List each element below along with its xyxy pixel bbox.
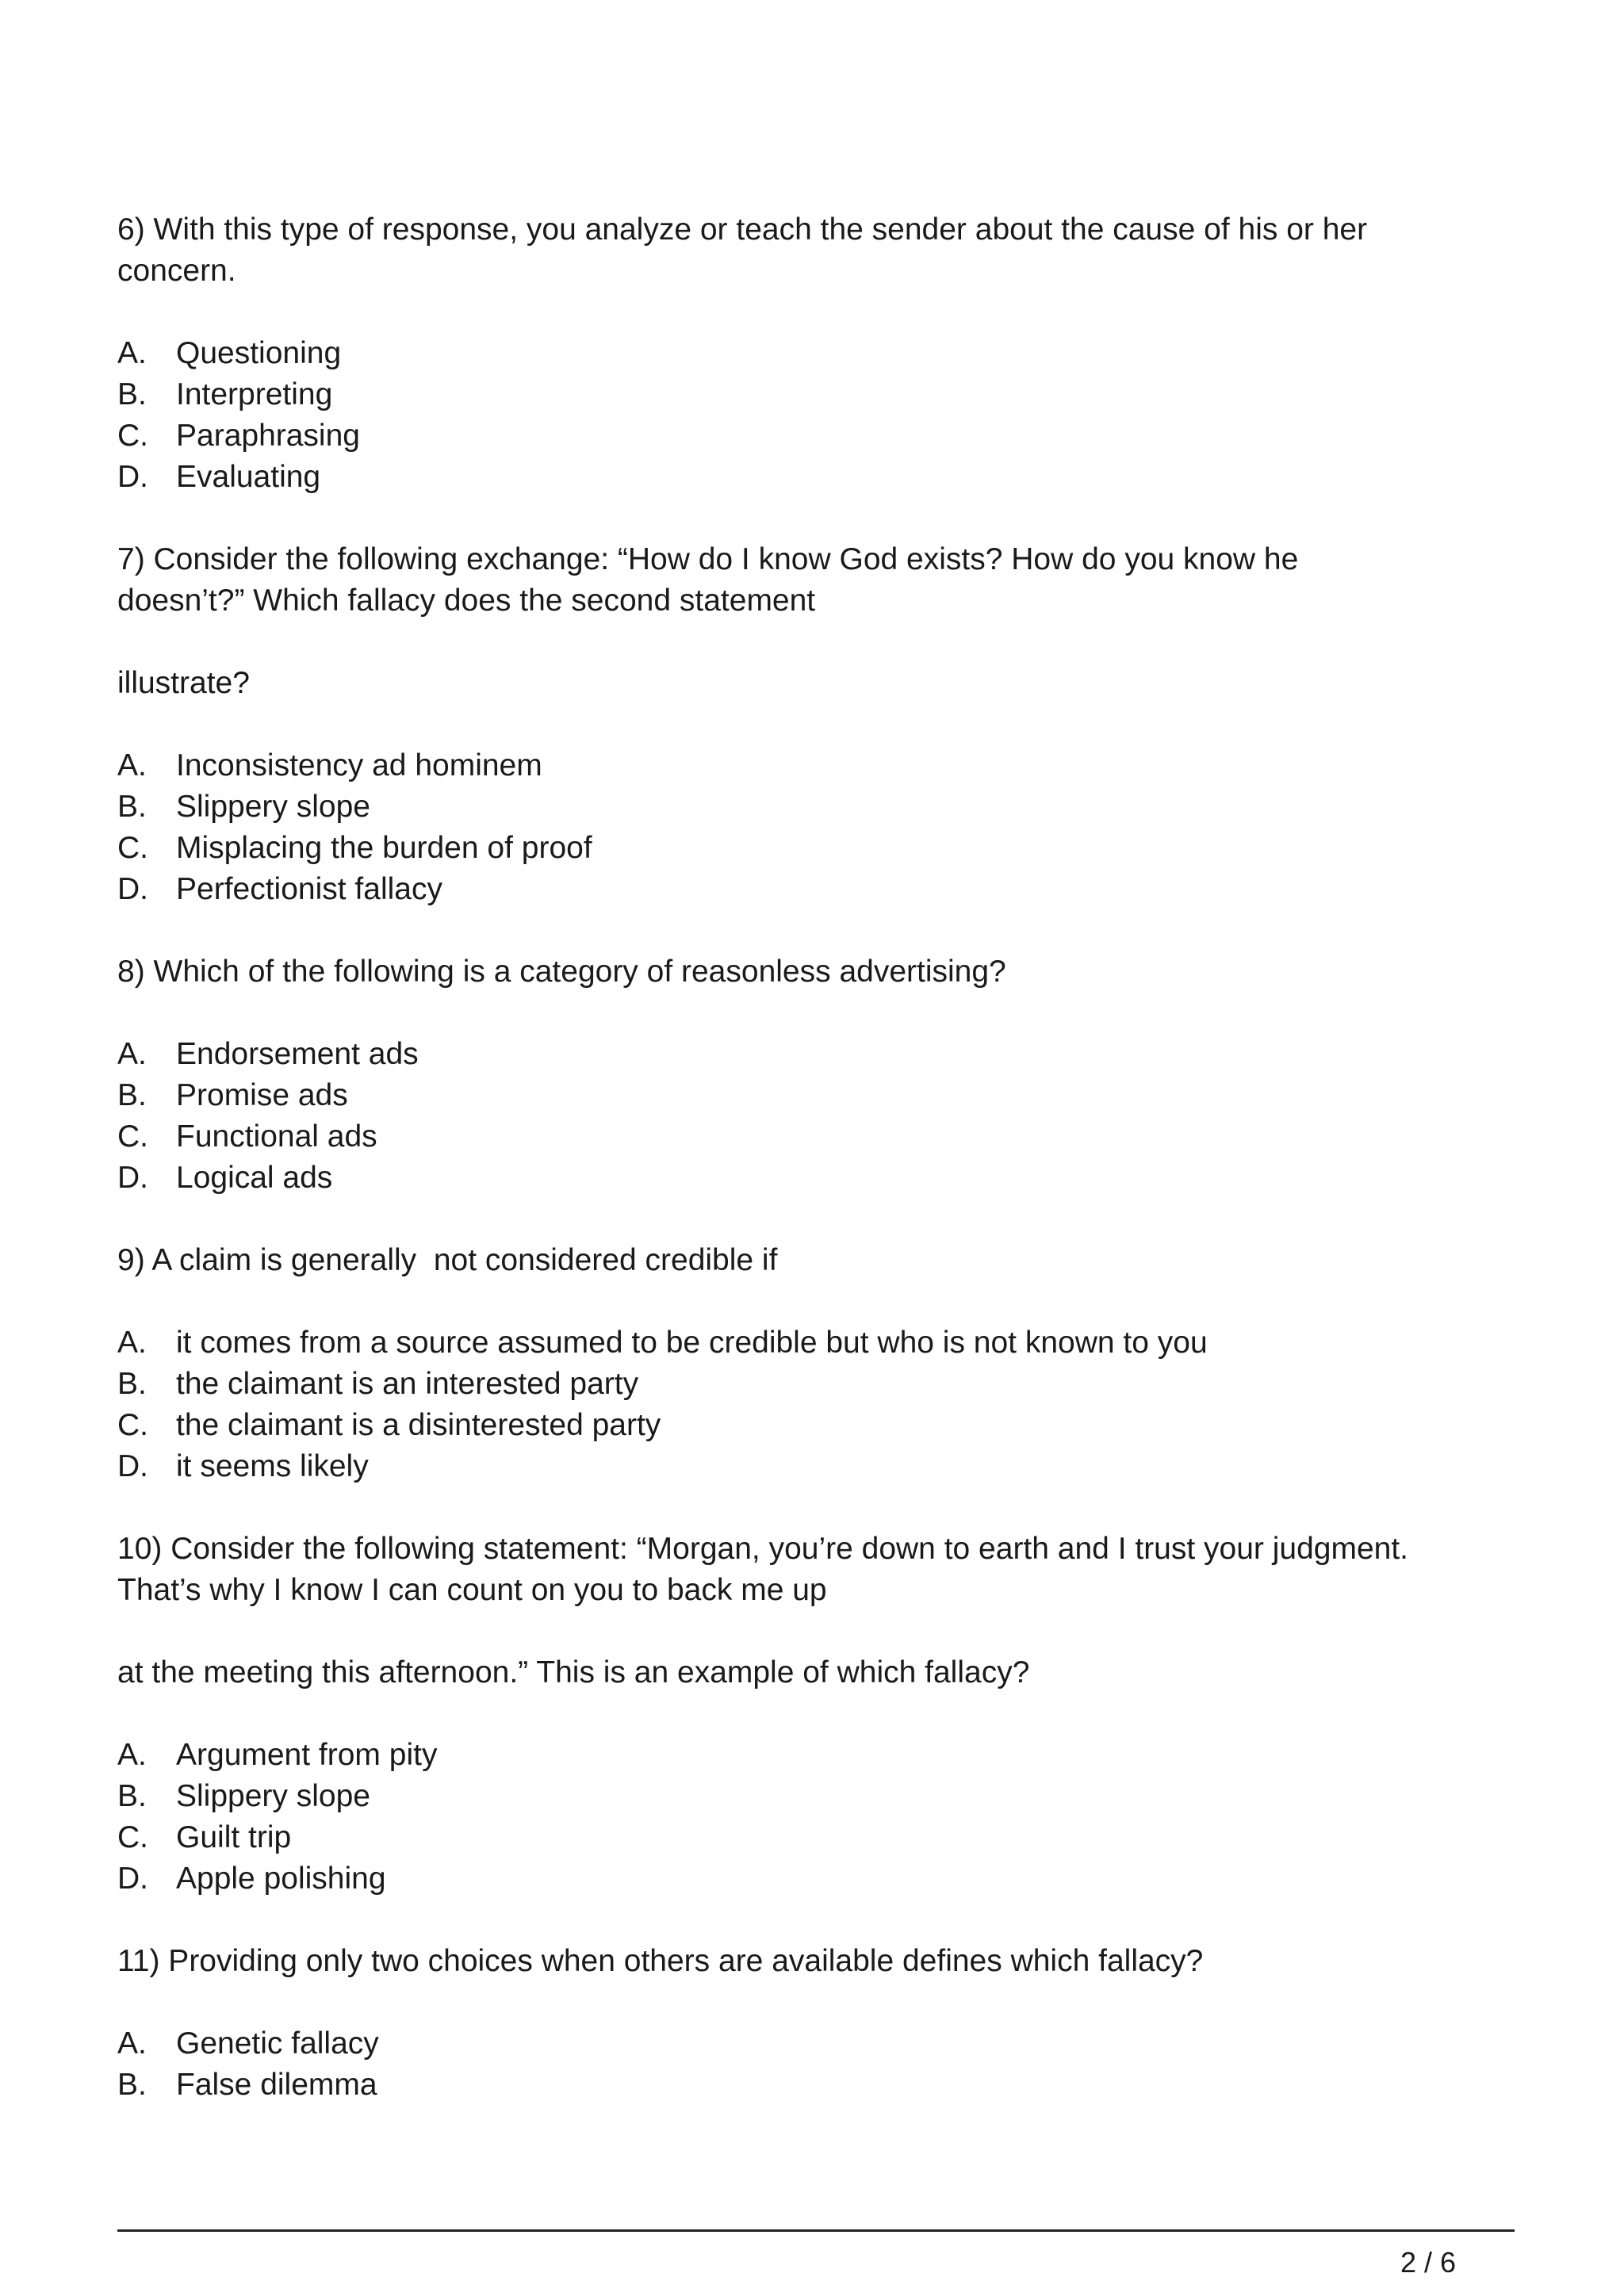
question-text	[117, 1529, 1513, 1611]
question-line: 9) A claim is generally not considered credible if	[117, 1243, 778, 1277]
option-d	[117, 1858, 1513, 1900]
option-letter: C.	[117, 831, 148, 865]
option-letter: D.	[117, 1161, 148, 1195]
option-text: the claimant is an interested party	[176, 1367, 639, 1401]
option-text: Slippery slope	[176, 790, 370, 824]
option-letter: C.	[117, 419, 148, 453]
option-letter: C.	[117, 1408, 148, 1442]
question-line: 10) Consider the following statement: “Morgan, you’re down to earth and I trust your judgment.	[117, 1532, 1409, 1566]
option-letter: A.	[117, 336, 147, 370]
option-list	[117, 1034, 1513, 1199]
option-text: Slippery slope	[176, 1779, 370, 1813]
page-number: 2 / 6	[1400, 2246, 1456, 2279]
option-list	[117, 1735, 1513, 1900]
question-text	[117, 209, 1513, 292]
option-b	[117, 786, 1513, 828]
option-list	[117, 2023, 1513, 2106]
option-text: Questioning	[176, 336, 342, 370]
option-text: Perfectionist fallacy	[176, 872, 442, 906]
option-d	[117, 1446, 1513, 1487]
question-line: concern.	[117, 254, 236, 288]
question-text	[117, 951, 1513, 993]
option-text: Apple polishing	[176, 1862, 386, 1896]
question-line: 6) With this type of response, you analyze or teach the sender about the cause of his or her	[117, 212, 1368, 247]
option-letter: B.	[117, 1367, 147, 1401]
footer-divider	[117, 2229, 1515, 2232]
option-text: Logical ads	[176, 1161, 333, 1195]
option-a	[117, 1322, 1513, 1364]
question-block	[117, 1941, 1513, 2106]
option-text: Genetic fallacy	[176, 2026, 379, 2061]
question-continuation	[117, 1652, 1513, 1693]
option-letter: A.	[117, 1326, 147, 1360]
option-letter: D.	[117, 460, 148, 494]
question-block	[117, 539, 1513, 910]
option-b	[117, 2064, 1513, 2106]
question-line: illustrate?	[117, 666, 250, 700]
option-letter: A.	[117, 1738, 147, 1772]
option-text: Evaluating	[176, 460, 321, 494]
option-d	[117, 869, 1513, 910]
option-b	[117, 1364, 1513, 1405]
option-c	[117, 415, 1513, 457]
option-letter: A.	[117, 2026, 147, 2061]
option-list	[117, 1322, 1513, 1487]
option-letter: D.	[117, 872, 148, 906]
option-list	[117, 745, 1513, 910]
option-letter: A.	[117, 748, 147, 783]
option-letter: C.	[117, 1119, 148, 1154]
question-list	[117, 209, 1513, 2147]
option-text: Endorsement ads	[176, 1037, 419, 1071]
question-line: doesn’t?” Which fallacy does the second statement	[117, 584, 816, 618]
question-block	[117, 1529, 1513, 1900]
option-list	[117, 333, 1513, 498]
question-text	[117, 539, 1513, 622]
option-a	[117, 745, 1513, 786]
option-b	[117, 374, 1513, 415]
option-text: it seems likely	[176, 1449, 369, 1483]
option-text: Argument from pity	[176, 1738, 438, 1772]
option-c	[117, 828, 1513, 869]
option-letter: B.	[117, 790, 147, 824]
option-c	[117, 1405, 1513, 1446]
option-text: Functional ads	[176, 1119, 377, 1154]
question-line: 11) Providing only two choices when others are available defines which fallacy?	[117, 1944, 1204, 1978]
option-letter: D.	[117, 1862, 148, 1896]
option-text: it comes from a source assumed to be credible but who is not known to you	[176, 1326, 1208, 1360]
option-letter: B.	[117, 2068, 147, 2102]
option-letter: A.	[117, 1037, 147, 1071]
option-text: Promise ads	[176, 1078, 348, 1112]
option-a	[117, 1735, 1513, 1776]
question-line: That’s why I know I can count on you to back me up	[117, 1573, 827, 1607]
question-line: 7) Consider the following exchange: “How do I know God exists? How do you know he	[117, 542, 1299, 576]
option-text: False dilemma	[176, 2068, 377, 2102]
question-block	[117, 951, 1513, 1199]
option-a	[117, 2023, 1513, 2064]
option-text: Paraphrasing	[176, 419, 360, 453]
option-letter: C.	[117, 1820, 148, 1854]
question-block	[117, 1240, 1513, 1487]
question-text	[117, 1941, 1513, 1982]
option-text: Interpreting	[176, 377, 333, 411]
question-line: at the meeting this afternoon.” This is an example of which fallacy?	[117, 1655, 1030, 1689]
option-c	[117, 1116, 1513, 1158]
question-continuation	[117, 663, 1513, 704]
option-text: Misplacing the burden of proof	[176, 831, 592, 865]
option-d	[117, 457, 1513, 498]
option-b	[117, 1776, 1513, 1817]
question-text	[117, 1240, 1513, 1281]
option-text: Guilt trip	[176, 1820, 292, 1854]
option-letter: D.	[117, 1449, 148, 1483]
option-d	[117, 1158, 1513, 1199]
option-b	[117, 1075, 1513, 1116]
question-block	[117, 209, 1513, 498]
question-line: 8) Which of the following is a category of reasonless advertising?	[117, 955, 1006, 989]
option-a	[117, 333, 1513, 374]
option-letter: B.	[117, 377, 147, 411]
option-a	[117, 1034, 1513, 1075]
option-text: Inconsistency ad hominem	[176, 748, 542, 783]
option-letter: B.	[117, 1078, 147, 1112]
option-c	[117, 1817, 1513, 1858]
option-text: the claimant is a disinterested party	[176, 1408, 661, 1442]
option-letter: B.	[117, 1779, 147, 1813]
